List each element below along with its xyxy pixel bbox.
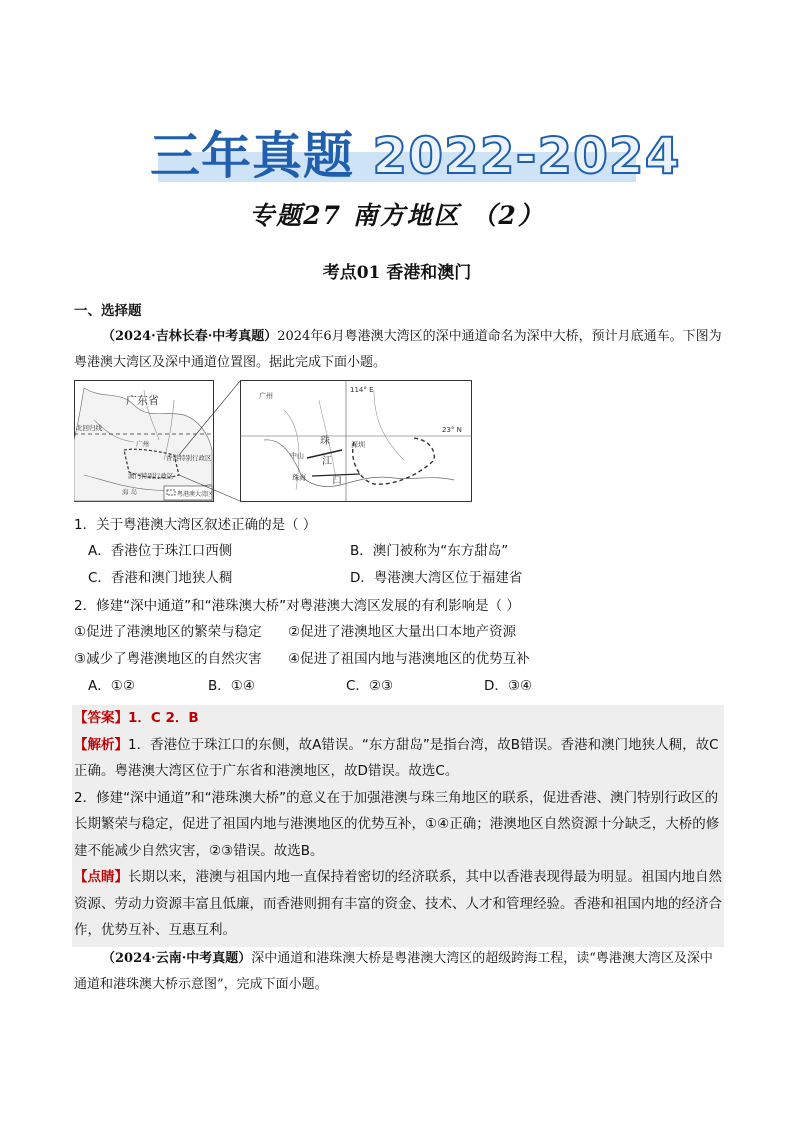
q2-stem: 2．修建“深中通道”和“港珠澳大桥”对粤港澳大湾区发展的有利影响是（ ） [74,598,520,614]
map-label-longitude: 114° E [350,386,374,394]
map-label-river-3: 口 [332,476,342,487]
intro-block-2 [74,946,724,998]
map-label-sea: 海 岛 [122,488,138,496]
analysis-paragraph-2: 2．修建“深中通道”和“港珠澳大桥”的意义在于加强港澳与珠三角地区的联系，促进香港、澳门特别行政区的长期繁荣与稳定，促进了祖国内地与港澳地区的优势互补，①④正确；港澳地区自然资源十分缺乏，大桥的修建不能减少自然灾害，②③错误。故选B。 [74,789,720,859]
intro-paragraph-2 [74,946,724,998]
map-label-macao: 澳门特别行政区 [128,472,174,480]
map-label-zhuhai: 珠海 [292,474,306,482]
q1-stem: 1．关于粤港澳大湾区叙述正确的是（ ） [74,517,317,533]
source-tag-2: （2024·云南·中考真题） [102,951,252,966]
banner-text-cn: 三年真题 [150,127,354,185]
q2-option-b: B．①④ [208,678,255,694]
map-legend: 粤港澳大湾区 [177,491,214,498]
map-detail [240,380,472,502]
q2-option-c: C．②③ [346,678,394,694]
intro-block-1 [74,298,724,376]
banner-text-years: 2022-2024 [372,127,681,185]
intro-text-2: 深中通道和港珠澳大桥是粤港澳大湾区的超级跨海工程，读“粤港澳大湾区及深中通道和港珠澳大桥示意图”，完成下面小题。 [74,951,713,992]
answer-line [74,705,722,732]
map-label-tropic: 北回归线 [76,424,102,432]
document-title: 专题27 南方地区 （2） [249,201,545,230]
part-heading: 一、选择题 [74,303,142,319]
q2-option-a: A．①② [88,678,135,694]
comment-text: 长期以来，港澳与祖国内地一直保持着密切的经济联系，其中以香港表现得最为明显。祖国内地自然资源、劳动力资源丰富且低廉，而香港则拥有丰富的资金、技术、人才和管理经验。香港和祖国内地的经济合作，优势互补、互惠互利。 [74,869,722,938]
source-tag: （2024·吉林长春·中考真题） [102,329,278,344]
answer-label: 【答案】 [74,710,128,726]
comment-paragraph [74,864,722,944]
analysis-label: 【解析】 [74,736,128,753]
answer-panel [72,705,724,947]
question-2 [74,593,724,700]
comment-label: 【点睛】 [74,869,128,885]
q1-option-d: D．粤港澳大湾区位于福建省 [350,570,523,586]
analysis-paragraph-1 [74,732,722,785]
map-label-zhongshan: 中山 [290,452,304,460]
q1-option-b: B．澳门被称为“东方甜岛” [350,543,509,559]
map-label-hk: 香港特别行政区 [166,454,212,462]
map-label-province: 广东省 [126,394,159,407]
map-label-river-2: 江 [322,456,332,467]
q2-statement-4: ④促进了祖国内地与港澳地区的优势互补 [288,651,530,667]
map-overview [74,381,214,502]
map-label-guangzhou-detail: 广州 [259,392,273,400]
title-banner [150,112,681,190]
intro-paragraph-1 [74,324,724,376]
map-label-latitude: 23° N [442,426,462,434]
q2-statement-1: ①促进了港澳地区的繁荣与稳定 [74,624,262,640]
map-label-guangzhou: 广州 [136,440,149,448]
analysis-text-1: 1．香港位于珠江口的东侧，故A错误。“东方甜岛”是指台湾，故B错误。香港和澳门地狭人稠，故C正确。粤港澳大湾区位于广东省和港澳地区，故D错误。故选C。 [74,736,719,779]
section-title: 考点01 香港和澳门 [322,263,472,283]
intro-text: 2024年6月粤港澳大湾区的深中通道命名为深中大桥，预计月底通车。下图为粤港澳大湾区及深中通道位置图。据此完成下面小题。 [74,329,722,370]
map-label-river-1: 珠 [320,436,330,447]
q2-statement-3: ③减少了粤港澳地区的自然灾害 [74,651,262,667]
q2-statement-2: ②促进了港澳地区大量出口本地产资源 [288,624,517,640]
answer-value: 1．C 2．B [128,710,199,726]
q2-option-d: D．③④ [484,678,533,694]
q1-option-a: A．香港位于珠江口西侧 [88,543,233,559]
q1-option-c: C．香港和澳门地狭人稠 [88,570,233,586]
bay-area-map [74,380,472,502]
map-label-shenzhen: 深圳 [351,441,365,449]
question-1 [74,512,724,592]
